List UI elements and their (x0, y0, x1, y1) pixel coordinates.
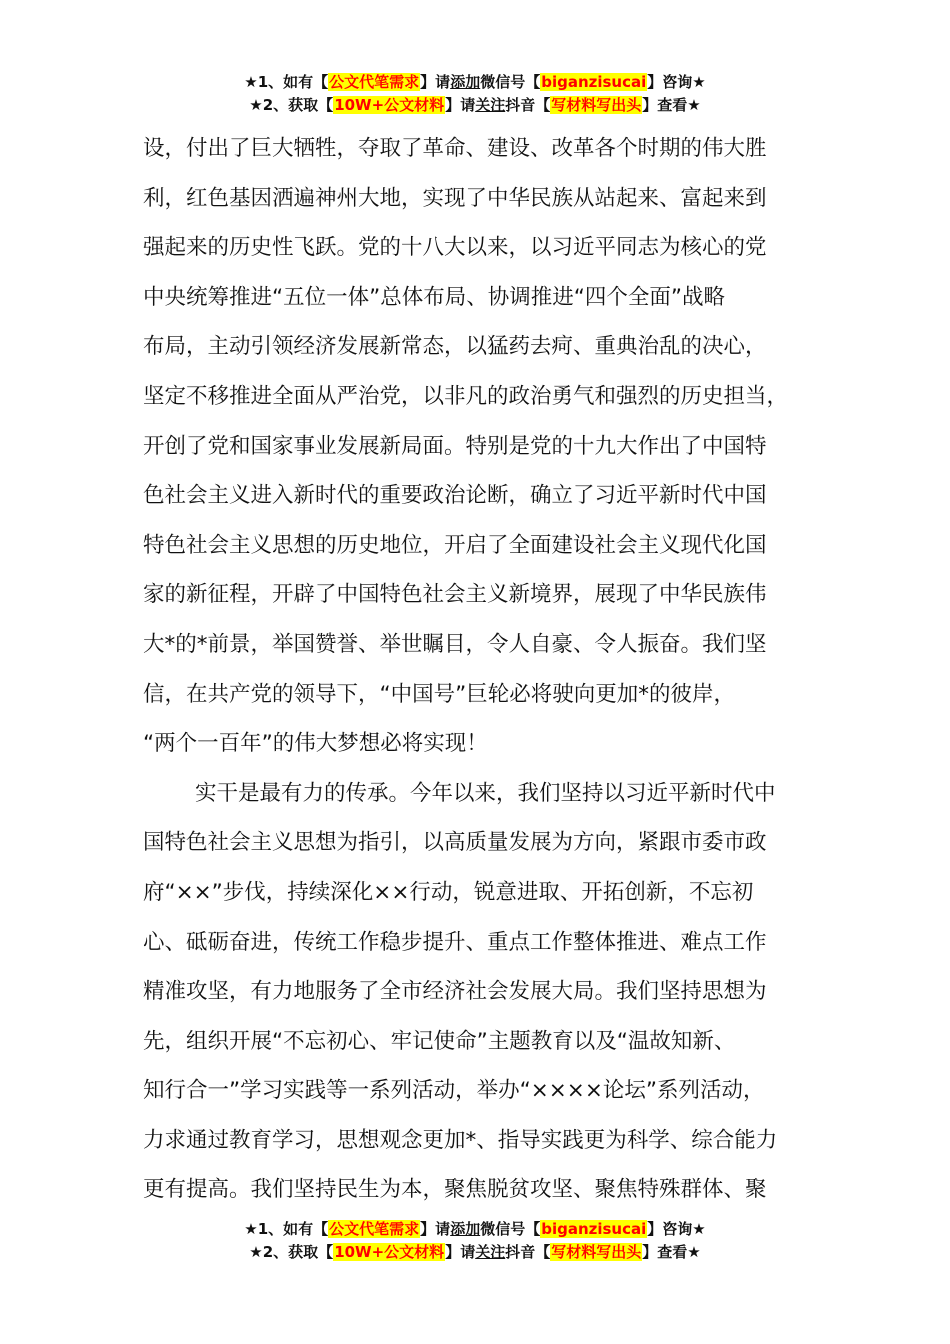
footer-line-2-prefix: ★2、获取【 (249, 1243, 334, 1261)
highlight-wechat-id: biganzisucai (541, 1220, 647, 1238)
header-line-1-text: 】请 (420, 73, 451, 91)
body-line: 信，在共产党的领导下，“中国号”巨轮必将驶向更加*的彼岸， (143, 681, 736, 707)
header-line-2 (0, 94, 950, 117)
body-line: 设，付出了巨大牺牲，夺取了革命、建设、改革各个时期的伟大胜 (143, 136, 767, 161)
body-line: 开创了党和国家事业发展新局面。特别是党的十九大作出了中国特 (143, 433, 767, 459)
header-line-1-suffix: 】咨询★ (647, 73, 706, 91)
highlight-wechat-id: biganzisucai (541, 73, 647, 91)
body-line: 大*的*前景，举国赞誉、举世瞩目，令人自豪、令人振奋。我们坚 (143, 631, 767, 657)
footer-line-1-suffix: 】咨询★ (647, 1220, 706, 1238)
body-line: 知行合一”学习实践等一系列活动，举办“××××论坛”系列活动， (143, 1078, 765, 1104)
header-banner (0, 71, 950, 117)
footer-line-1-text: 】请 (420, 1220, 451, 1238)
header-line-1 (0, 71, 950, 94)
highlight-douyin-account: 写材料写出头 (551, 96, 642, 114)
highlight-ghostwriting: 公文代笔需求 (329, 73, 420, 91)
document-body (143, 124, 823, 1215)
underlined-follow: 关注 (475, 96, 506, 114)
footer-line-2-text: 】请 (445, 1243, 476, 1261)
header-line-2-prefix: ★2、获取【 (249, 96, 334, 114)
body-line: 心、砥砺奋进，传统工作稳步提升、重点工作整体推进、难点工作 (143, 929, 767, 955)
underlined-add: 添加 (450, 1220, 481, 1238)
body-line: 国特色社会主义思想为指引，以高质量发展为方向，紧跟市委市政 (143, 830, 767, 856)
body-line: 更有提高。我们坚持民生为本，聚焦脱贫攻坚、聚焦特殊群体、聚 (143, 1177, 767, 1203)
underlined-add: 添加 (450, 73, 481, 91)
header-line-1-wechat-label: 微信号【 (480, 73, 541, 91)
paragraph-start-line: 实干是最有力的传承。今年以来，我们坚持以习近平新时代中 (195, 780, 776, 806)
body-line: 府“××”步伐，持续深化××行动，锐意进取、开拓创新，不忘初 (143, 879, 754, 905)
underlined-follow: 关注 (475, 1243, 506, 1261)
body-line: 力求通过教育学习，思想观念更加*、指导实践更为科学、综合能力 (143, 1127, 778, 1153)
body-line: 布局，主动引领经济发展新常态，以猛药去疴、重典治乱的决心， (143, 334, 767, 360)
footer-line-1-wechat-label: 微信号【 (480, 1220, 541, 1238)
body-line: “两个一百年”的伟大梦想必将实现！ (143, 731, 488, 757)
footer-line-2-douyin-label: 抖音【 (505, 1243, 551, 1261)
footer-line-1-prefix: ★1、如有【 (244, 1220, 329, 1238)
body-line: 中央统筹推进“五位一体”总体布局、协调推进“四个全面”战略 (143, 284, 726, 310)
footer-line-1 (0, 1218, 950, 1241)
footer-line-2-suffix: 】查看★ (642, 1243, 701, 1261)
body-line: 坚定不移推进全面从严治党，以非凡的政治勇气和强烈的历史担当， (143, 383, 789, 409)
highlight-ghostwriting: 公文代笔需求 (329, 1220, 420, 1238)
body-line: 强起来的历史性飞跃。党的十八大以来，以习近平同志为核心的党 (143, 235, 767, 261)
body-line: 先，组织开展“不忘初心、牢记使命”主题教育以及“温故知新、 (143, 1028, 736, 1054)
header-line-2-suffix: 】查看★ (642, 96, 701, 114)
highlight-douyin-account: 写材料写出头 (551, 1243, 642, 1261)
highlight-materials: 10W+公文材料 (334, 1243, 445, 1261)
body-line: 特色社会主义思想的历史地位，开启了全面建设社会主义现代化国 (143, 532, 767, 558)
body-line: 家的新征程，开辟了中国特色社会主义新境界，展现了中华民族伟 (143, 582, 767, 608)
body-line: 利，红色基因洒遍神州大地，实现了中华民族从站起来、富起来到 (143, 185, 767, 211)
highlight-materials: 10W+公文材料 (334, 96, 445, 114)
header-line-2-text: 】请 (445, 96, 476, 114)
footer-banner (0, 1218, 950, 1264)
footer-line-2 (0, 1241, 950, 1264)
header-line-1-prefix: ★1、如有【 (244, 73, 329, 91)
body-line: 色社会主义进入新时代的重要政治论断，确立了习近平新时代中国 (143, 483, 767, 509)
body-line: 精准攻坚，有力地服务了全市经济社会发展大局。我们坚持思想为 (143, 979, 767, 1005)
header-line-2-douyin-label: 抖音【 (505, 96, 551, 114)
